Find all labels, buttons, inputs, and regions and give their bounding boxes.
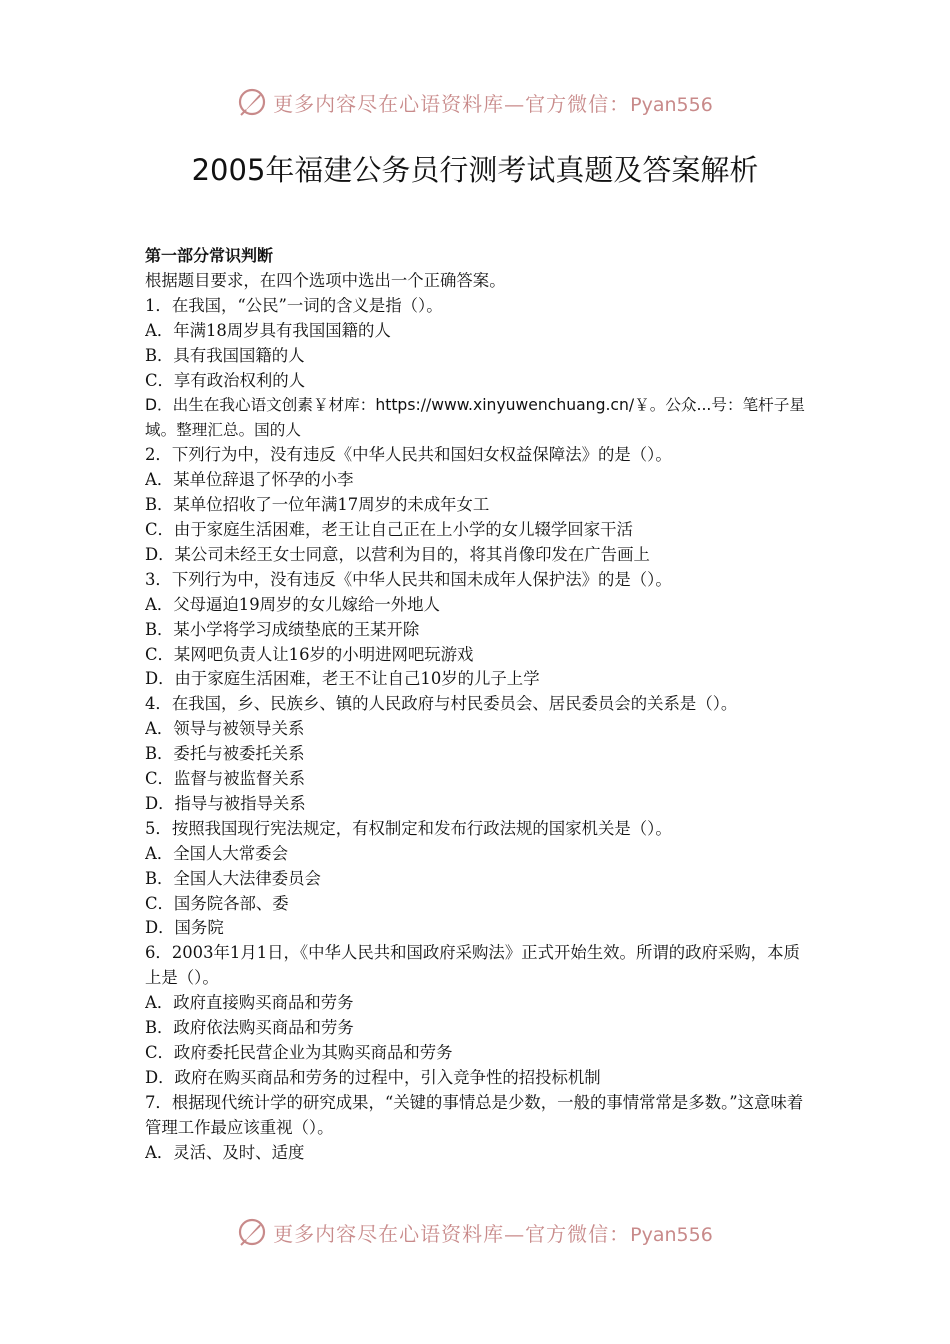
quill-logo-icon (237, 1217, 267, 1247)
question-1-option-b: B．具有我国国籍的人 (145, 345, 305, 365)
question-1-option-c: C．享有政治权利的人 (145, 370, 306, 390)
question-5-option-b: B．全国人大法律委员会 (145, 868, 321, 888)
question-5-option-d: D．国务院 (145, 918, 224, 938)
document-body (145, 244, 809, 1166)
instruction-text: 根据题目要求，在四个选项中选出一个正确答案。 (145, 270, 506, 290)
question-4-option-a: A．领导与被领导关系 (145, 719, 305, 739)
question-2-option-a: A．某单位辞退了怀孕的小李 (145, 470, 354, 490)
footer-watermark-banner (0, 1212, 950, 1252)
section-heading: 第一部分常识判断 (145, 246, 274, 265)
question-3-option-d: D．由于家庭生活困难，老王不让自己10岁的儿子上学 (145, 669, 540, 689)
question-4-option-d: D．指导与被指导关系 (145, 793, 306, 813)
document-title: 2005年福建公务员行测考试真题及答案解析 (191, 153, 759, 187)
question-2-stem: 2．下列行为中，没有违反《中华人民共和国妇女权益保障法》的是（）。 (145, 445, 672, 465)
question-6-stem: 6．2003年1月1日，《中华人民共和国政府采购法》正式开始生效。所谓的政府采购，本质上是（）。 (145, 943, 800, 988)
question-3-option-b: B．某小学将学习成绩垫底的王某开除 (145, 619, 420, 639)
banner-wechat-id: Pyan556 (630, 1223, 713, 1246)
question-2-option-d: D．某公司未经王女士同意，以营利为目的，将其肖像印发在广告画上 (145, 544, 650, 564)
question-3-option-c: C．某网吧负责人让16岁的小明进网吧玩游戏 (145, 644, 474, 664)
question-3-option-a: A．父母逼迫19周岁的女儿嫁给一外地人 (145, 594, 440, 614)
question-7-option-a: A．灵活、及时、适度 (145, 1142, 305, 1162)
question-4-option-c: C．监督与被监督关系 (145, 769, 306, 789)
banner-wechat-id: Pyan556 (630, 93, 713, 116)
question-6-option-c: C．政府委托民营企业为其购买商品和劳务 (145, 1043, 453, 1062)
question-6-option-a: A．政府直接购买商品和劳务 (145, 993, 354, 1013)
question-1-option-d: D．出生在我心语文创素￥材库：https://www.xinyuwenchuang.cn/￥。公众...号：笔杆子星域。整理汇总。国的人 (145, 396, 805, 440)
header-watermark-banner (0, 82, 950, 122)
question-5-option-a: A．全国人大常委会 (145, 843, 288, 863)
quill-logo-icon (237, 87, 267, 117)
question-6-option-d: D．政府在购买商品和劳务的过程中，引入竞争性的招投标机制 (145, 1067, 601, 1087)
banner-text: 更多内容尽在心语资料库—官方微信：Pyan556 (273, 1221, 713, 1246)
question-1-stem: 1．在我国，“公民”一词的含义是指（）。 (145, 295, 443, 315)
question-5-stem: 5．按照我国现行宪法规定，有权制定和发布行政法规的国家机关是（）。 (145, 818, 672, 838)
question-4-stem: 4．在我国，乡、民族乡、镇的人民政府与村民委员会、居民委员会的关系是（）。 (145, 694, 738, 714)
banner-text: 更多内容尽在心语资料库—官方微信：Pyan556 (273, 91, 713, 116)
question-7-stem: 7．根据现代统计学的研究成果，“关键的事情总是少数，一般的事情常常是多数。”这意味着管理工作最应该重视（）。 (145, 1092, 804, 1137)
question-3-stem: 3．下列行为中，没有违反《中华人民共和国未成年人保护法》的是（）。 (145, 569, 672, 589)
question-5-option-c: C．国务院各部、委 (145, 893, 289, 913)
question-1-option-a: A．年满18周岁具有我国国籍的人 (145, 320, 391, 340)
question-2-option-c: C．由于家庭生活困难，老王让自己正在上小学的女儿辍学回家干活 (145, 519, 633, 539)
question-6-option-b: B．政府依法购买商品和劳务 (145, 1018, 354, 1038)
question-4-option-b: B．委托与被委托关系 (145, 744, 305, 764)
question-2-option-b: B．某单位招收了一位年满17周岁的未成年女工 (145, 495, 490, 515)
